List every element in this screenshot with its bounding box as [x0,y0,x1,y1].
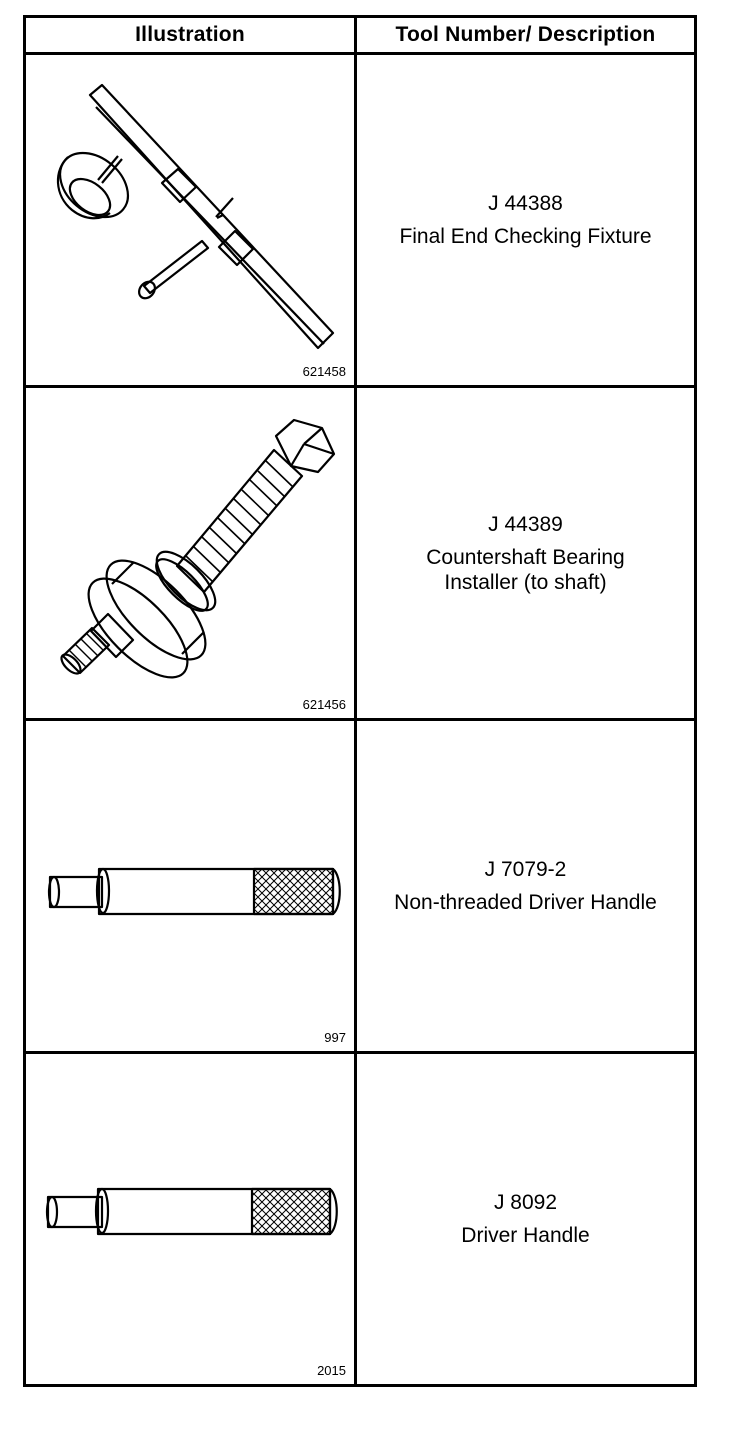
illustration-cell [25,54,356,387]
driver-handle-illustration [26,1054,357,1384]
illustration-cell [25,387,356,720]
table-row [25,54,696,387]
tool-number: J 7079-2 [484,858,567,881]
tool-number: J 8092 [493,1191,558,1214]
description-cell [356,387,696,720]
tool-table [23,15,697,1387]
description-cell [356,1053,696,1386]
figure-number: 621458 [302,364,346,379]
tool-description-line: Countershaft Bearing [426,545,625,569]
illustration-cell [25,1053,356,1386]
tool-description: Final End Checking Fixture [399,225,652,248]
header-row [25,17,696,54]
checking-fixture-illustration [26,55,357,385]
table-row [25,387,696,720]
non-threaded-driver-handle-illustration [26,721,357,1051]
table-row [25,1053,696,1386]
header-illustration: Illustration [25,17,356,54]
tool-description: Driver Handle [461,1224,590,1247]
header-tool-description: Tool Number/ Description [356,17,696,54]
illustration-cell [25,720,356,1053]
description-cell [356,720,696,1053]
figure-number: 621456 [302,697,346,712]
description-cell [356,54,696,387]
figure-number: 997 [324,1030,346,1045]
bearing-installer-illustration [26,388,357,718]
tool-number: J 44388 [488,192,563,215]
tool-description: Non-threaded Driver Handle [394,891,657,914]
table-row [25,720,696,1053]
tool-number: J 44389 [488,512,563,536]
tool-description-line: Installer (to shaft) [444,570,607,594]
figure-number: 2015 [317,1363,346,1378]
